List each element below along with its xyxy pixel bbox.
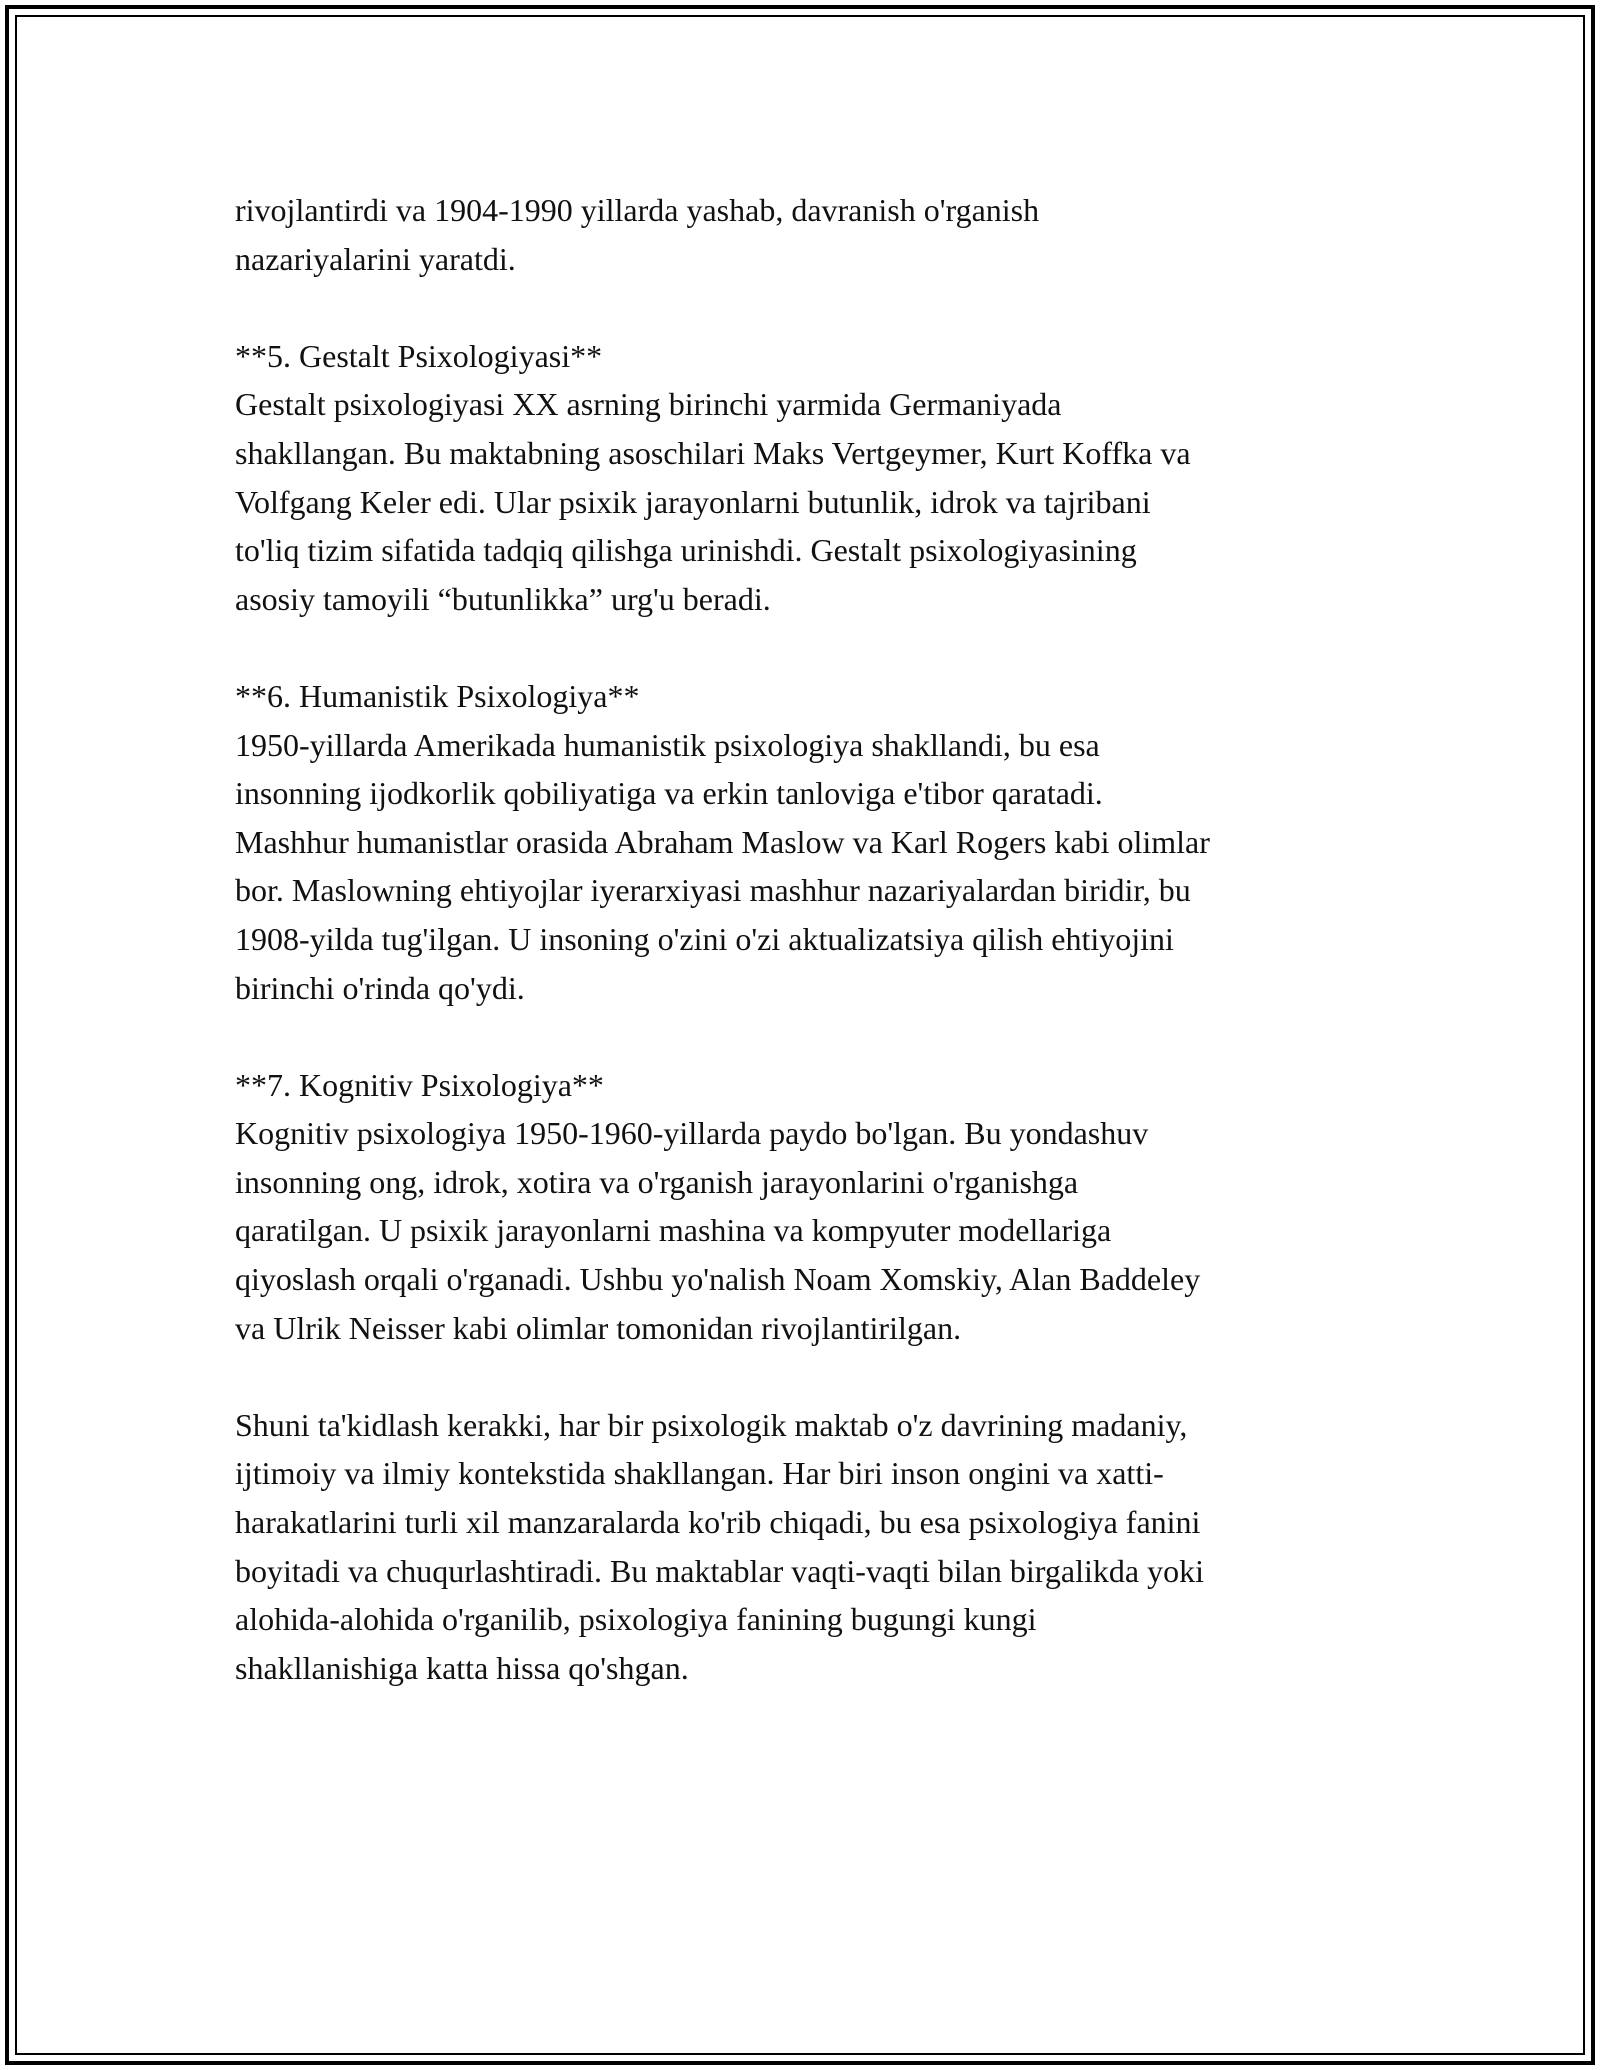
section-cognitive	[235, 1061, 1375, 1353]
section-heading: **6. Humanistik Psixologiya**	[235, 677, 640, 714]
paragraph-line: Shuni ta'kidlash kerakki, har bir psixologik maktab o'z davrining madaniy,	[235, 1406, 1188, 1443]
section-heading: **5. Gestalt Psixologiyasi**	[235, 337, 603, 374]
paragraph-line: insonning ijodkorlik qobiliyatiga va erkin tanloviga e'tibor qaratadi.	[235, 775, 1103, 812]
paragraph-line: to'liq tizim sifatida tadqiq qilishga urinishdi. Gestalt psixologiyasining	[235, 532, 1137, 569]
paragraph-line: Volfgang Keler edi. Ular psixik jarayonlarni butunlik, idrok va tajribani	[235, 483, 1151, 520]
paragraph-line: qaratilgan. U psixik jarayonlarni mashina va kompyuter modellariga	[235, 1212, 1112, 1249]
section-humanistic	[235, 672, 1375, 1012]
paragraph-line: ijtimoiy va ilmiy kontekstida shakllangan. Har biri inson ongini va xatti-	[235, 1455, 1164, 1492]
paragraph-line: Kognitiv psixologiya 1950-1960-yillarda paydo bo'lgan. Bu yondashuv	[235, 1115, 1149, 1152]
paragraph-line: insonning ong, idrok, xotira va o'rganish jarayonlarini o'rganishga	[235, 1163, 1079, 1200]
paragraph-line: va Ulrik Neisser kabi olimlar tomonidan rivojlantirilgan.	[235, 1309, 962, 1346]
paragraph-line: alohida-alohida o'rganilib, psixologiya fanining bugungi kungi	[235, 1601, 1037, 1638]
paragraph-line: birinchi o'rinda qo'ydi.	[235, 969, 525, 1006]
section-gestalt	[235, 332, 1375, 624]
intro-paragraph	[235, 186, 1375, 283]
document-body	[235, 186, 1375, 1692]
paragraph-line: 1950-yillarda Amerikada humanistik psixologiya shakllandi, bu esa	[235, 726, 1100, 763]
paragraph-line: nazariyalarini yaratdi.	[235, 240, 516, 277]
paragraph-line: shakllanishiga katta hissa qo'shgan.	[235, 1649, 689, 1686]
paragraph-line: qiyoslash orqali o'rganadi. Ushbu yo'nalish Noam Xomskiy, Alan Baddeley	[235, 1261, 1201, 1298]
paragraph-line: rivojlantirdi va 1904-1990 yillarda yashab, davranish o'rganish	[235, 192, 1040, 228]
paragraph-line: asosiy tamoyili “butunlikka” urg'u beradi.	[235, 580, 771, 617]
paragraph-line: shakllangan. Bu maktabning asoschilari Maks Vertgeymer, Kurt Koffka va	[235, 434, 1191, 471]
paragraph-line: harakatlarini turli xil manzaralarda ko'rib chiqadi, bu esa psixologiya fanini	[235, 1504, 1201, 1541]
paragraph-line: boyitadi va chuqurlashtiradi. Bu maktablar vaqti-vaqti bilan birgalikda yoki	[235, 1552, 1204, 1589]
paragraph-line: 1908-yilda tug'ilgan. U insoning o'zini o'zi aktualizatsiya qilish ehtiyojini	[235, 920, 1174, 957]
paragraph-line: Mashhur humanistlar orasida Abraham Maslow va Karl Rogers kabi olimlar	[235, 823, 1210, 860]
section-heading: **7. Kognitiv Psixologiya**	[235, 1066, 604, 1103]
paragraph-line: bor. Maslowning ehtiyojlar iyerarxiyasi mashhur nazariyalardan biridir, bu	[235, 872, 1191, 909]
paragraph-line: Gestalt psixologiyasi XX asrning birinchi yarmida Germaniyada	[235, 386, 1062, 423]
conclusion-paragraph	[235, 1401, 1375, 1693]
